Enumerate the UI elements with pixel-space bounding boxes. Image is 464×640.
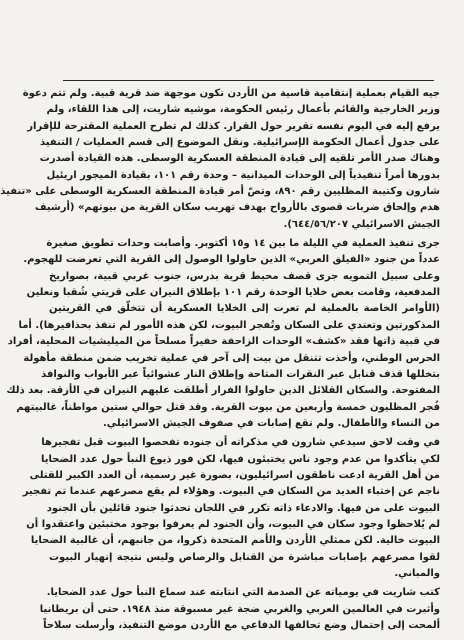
text-line: والمباني. — [394, 567, 440, 579]
header-rule — [63, 80, 434, 81]
text-line: وزير الخارجية والقائم بأعمال رئيس الحكومة، موشيه شاريت، إلى هذا اللقاء، ولم — [46, 104, 440, 116]
text-line: الجيش الاسرائيلي ٦٤٤/٥٦/٢٠٧). — [283, 218, 440, 230]
text-line: على جدول أعمال الحكومة الإسرائيلية. ونقل الموضوع إلى قسم العمليات / التنفيذ — [39, 137, 440, 149]
text-line: عدداً من جنود «الفيلق العربي» الذين حاولوا الوصول إلى القرية التي تعرضت للهجوم. — [23, 254, 440, 266]
text-line: ألمحت إلى إحتمال وضع تحالفها الدفاعي مع الأردن موضع التنفيذ، وأرسلت سلاحاً — [43, 620, 440, 631]
text-line: الحرس الوطني، وأخذت تتنقل من بيت إلى آخر في عملية تخريب ضمن منطقة مأهولة — [23, 352, 440, 364]
text-line: البيوت خالية. لكن ممثلي الأردن والأمم المتحدة ذكروا، من جانبهم، أن غالبية الضحايا — [30, 535, 440, 547]
text-line: فُجر المظليون خمسة وأربعين من بيوت القرية. وقد قتل حوالي ستين مواطناً، غالبيتهم — [16, 401, 440, 413]
text-line: كتب شاريت في يومياته عن الصدمة التي انتابته عند سماع النبأ حول عدد الضحايا. — [46, 587, 440, 599]
text-line: ناجم عن إختباء العديد من السكان في البيوت. وهؤلاء لم يقع مصرعهم عندما تم تفجير — [22, 486, 440, 498]
text-line: بتخللها قذف قنابل عبر النقرات المتاحة وإطلاق النار عشوائياً عبر الأبواب والنوافذ — [41, 368, 440, 380]
text-line: المفتوحة. والسكان القلائل الذين حاولوا الفرار أطلقت عليهم النيران في الأزقة. بعد ذلك — [6, 385, 440, 397]
text-line: لكي يتأكدوا من عدم وجود ناس يختبئون فيها، لكن فور ذيوع النبأ حول عدد الضحايا — [41, 453, 440, 465]
text-line: جرى تنفيذ العملية في الليلة ما بين ١٤ و١٥ أكتوبر. وأصابت وحدات تطويق صغيرة — [46, 238, 440, 250]
text-line: من أهل القرية ادعت ناطقون اسرائيليون، بصورة غير رسمية، أن العدد الكبير للقتلى — [29, 469, 440, 481]
text-line: وهناك صدر الأمر تلقيه إلى قيادة المنطقة العسكرية الوسطى. هذه القيادة أصدرت — [39, 153, 440, 165]
text-line: (الأوامر الخاصة بالعملية لم تعرت إلى الخلايا العسكرية أن تتخلّق في القريتين — [49, 303, 440, 315]
text-line: وأثيرت في العالمين العربي والغربي ضجة غير مسبوقة منذ ١٩٤٨. حتى أن بريطانيا — [39, 603, 440, 615]
paragraph-1 — [0, 86, 440, 233]
text-line: جيه القيام بعملية إنتقامية قاسية من الأردن تكون موجهة ضد قرية قبية. ولم تتم دعوة — [22, 88, 440, 99]
text-line: شارون وكتيبة المظليين رقم ٨٩٠، وتصّ أمر قيادة المنطقة العسكرية الوسطى على «تنفيذ — [0, 186, 440, 198]
text-line: يرفع إليه في اليوم نفسه تقرير حول القرار. كذلك لم تطرح العملية المقترحة للإقرار — [27, 120, 440, 132]
text-line: بدورها أمراً تنفيذياً إلى الوحدات الميدانية – وحدة رقم ١٠١، بقيادة الميجور اريئيل — [46, 169, 440, 181]
article-body — [0, 86, 440, 634]
text-line: لقوا مصرعهم بإصابات مباشرة من القنابل والرصاص وليس نتيجة إنهيار البيوت — [49, 551, 440, 563]
paragraph-3 — [22, 435, 440, 582]
text-line: لم يُلاحظوا وجود سكان في البيوت، وأن الجنود لم يعرفوا بوجود مختبئين واعتقدوا أن — [26, 518, 440, 530]
text-line: المدفعية، وقامت بعض خلايا الوحدة رقم ١٠١ بإطلاق النيران على قريتي شُقبا ونعلين — [26, 287, 440, 299]
text-line: من النساء والأطفال. ولم تقع إصابات في صفوف الجيش الاسرائيلي. — [102, 417, 440, 429]
paragraph-4 — [39, 585, 440, 634]
text-line: البيوت على من فيها. والادعاء ذاته تكرر في اللجان تحدثوا جنود قائلين بأن الجنود — [46, 502, 440, 514]
text-line: وعلى سبيل التمويه جرى قصف محيط قرية بدرس، جنوب غربي قبية، بصواريخ — [49, 270, 440, 282]
text-line: في قبية ذاتها فقد «كشف» الوحدات الزاحفة خفيراً مسلحاً من الميليشيات المحلية، أفراد — [7, 336, 440, 348]
text-line: المذكورتين وتعتدي على السكان وتُفجر البيوت، لكن هذه الأمور لم تنفذ بحذافيرها). أما — [18, 319, 440, 331]
text-line: هدم وإلحاق ضربات قصوى بالأرواح بهدف تهريب سكان القرية من بيوتهم» (أرشيف — [34, 202, 440, 214]
text-line: في وقت لاحق سيدعي شارون في مذكراته أن جنوده تفحصوا البيوت قبل تفجيرها — [41, 437, 440, 449]
paragraph-2 — [6, 236, 440, 432]
